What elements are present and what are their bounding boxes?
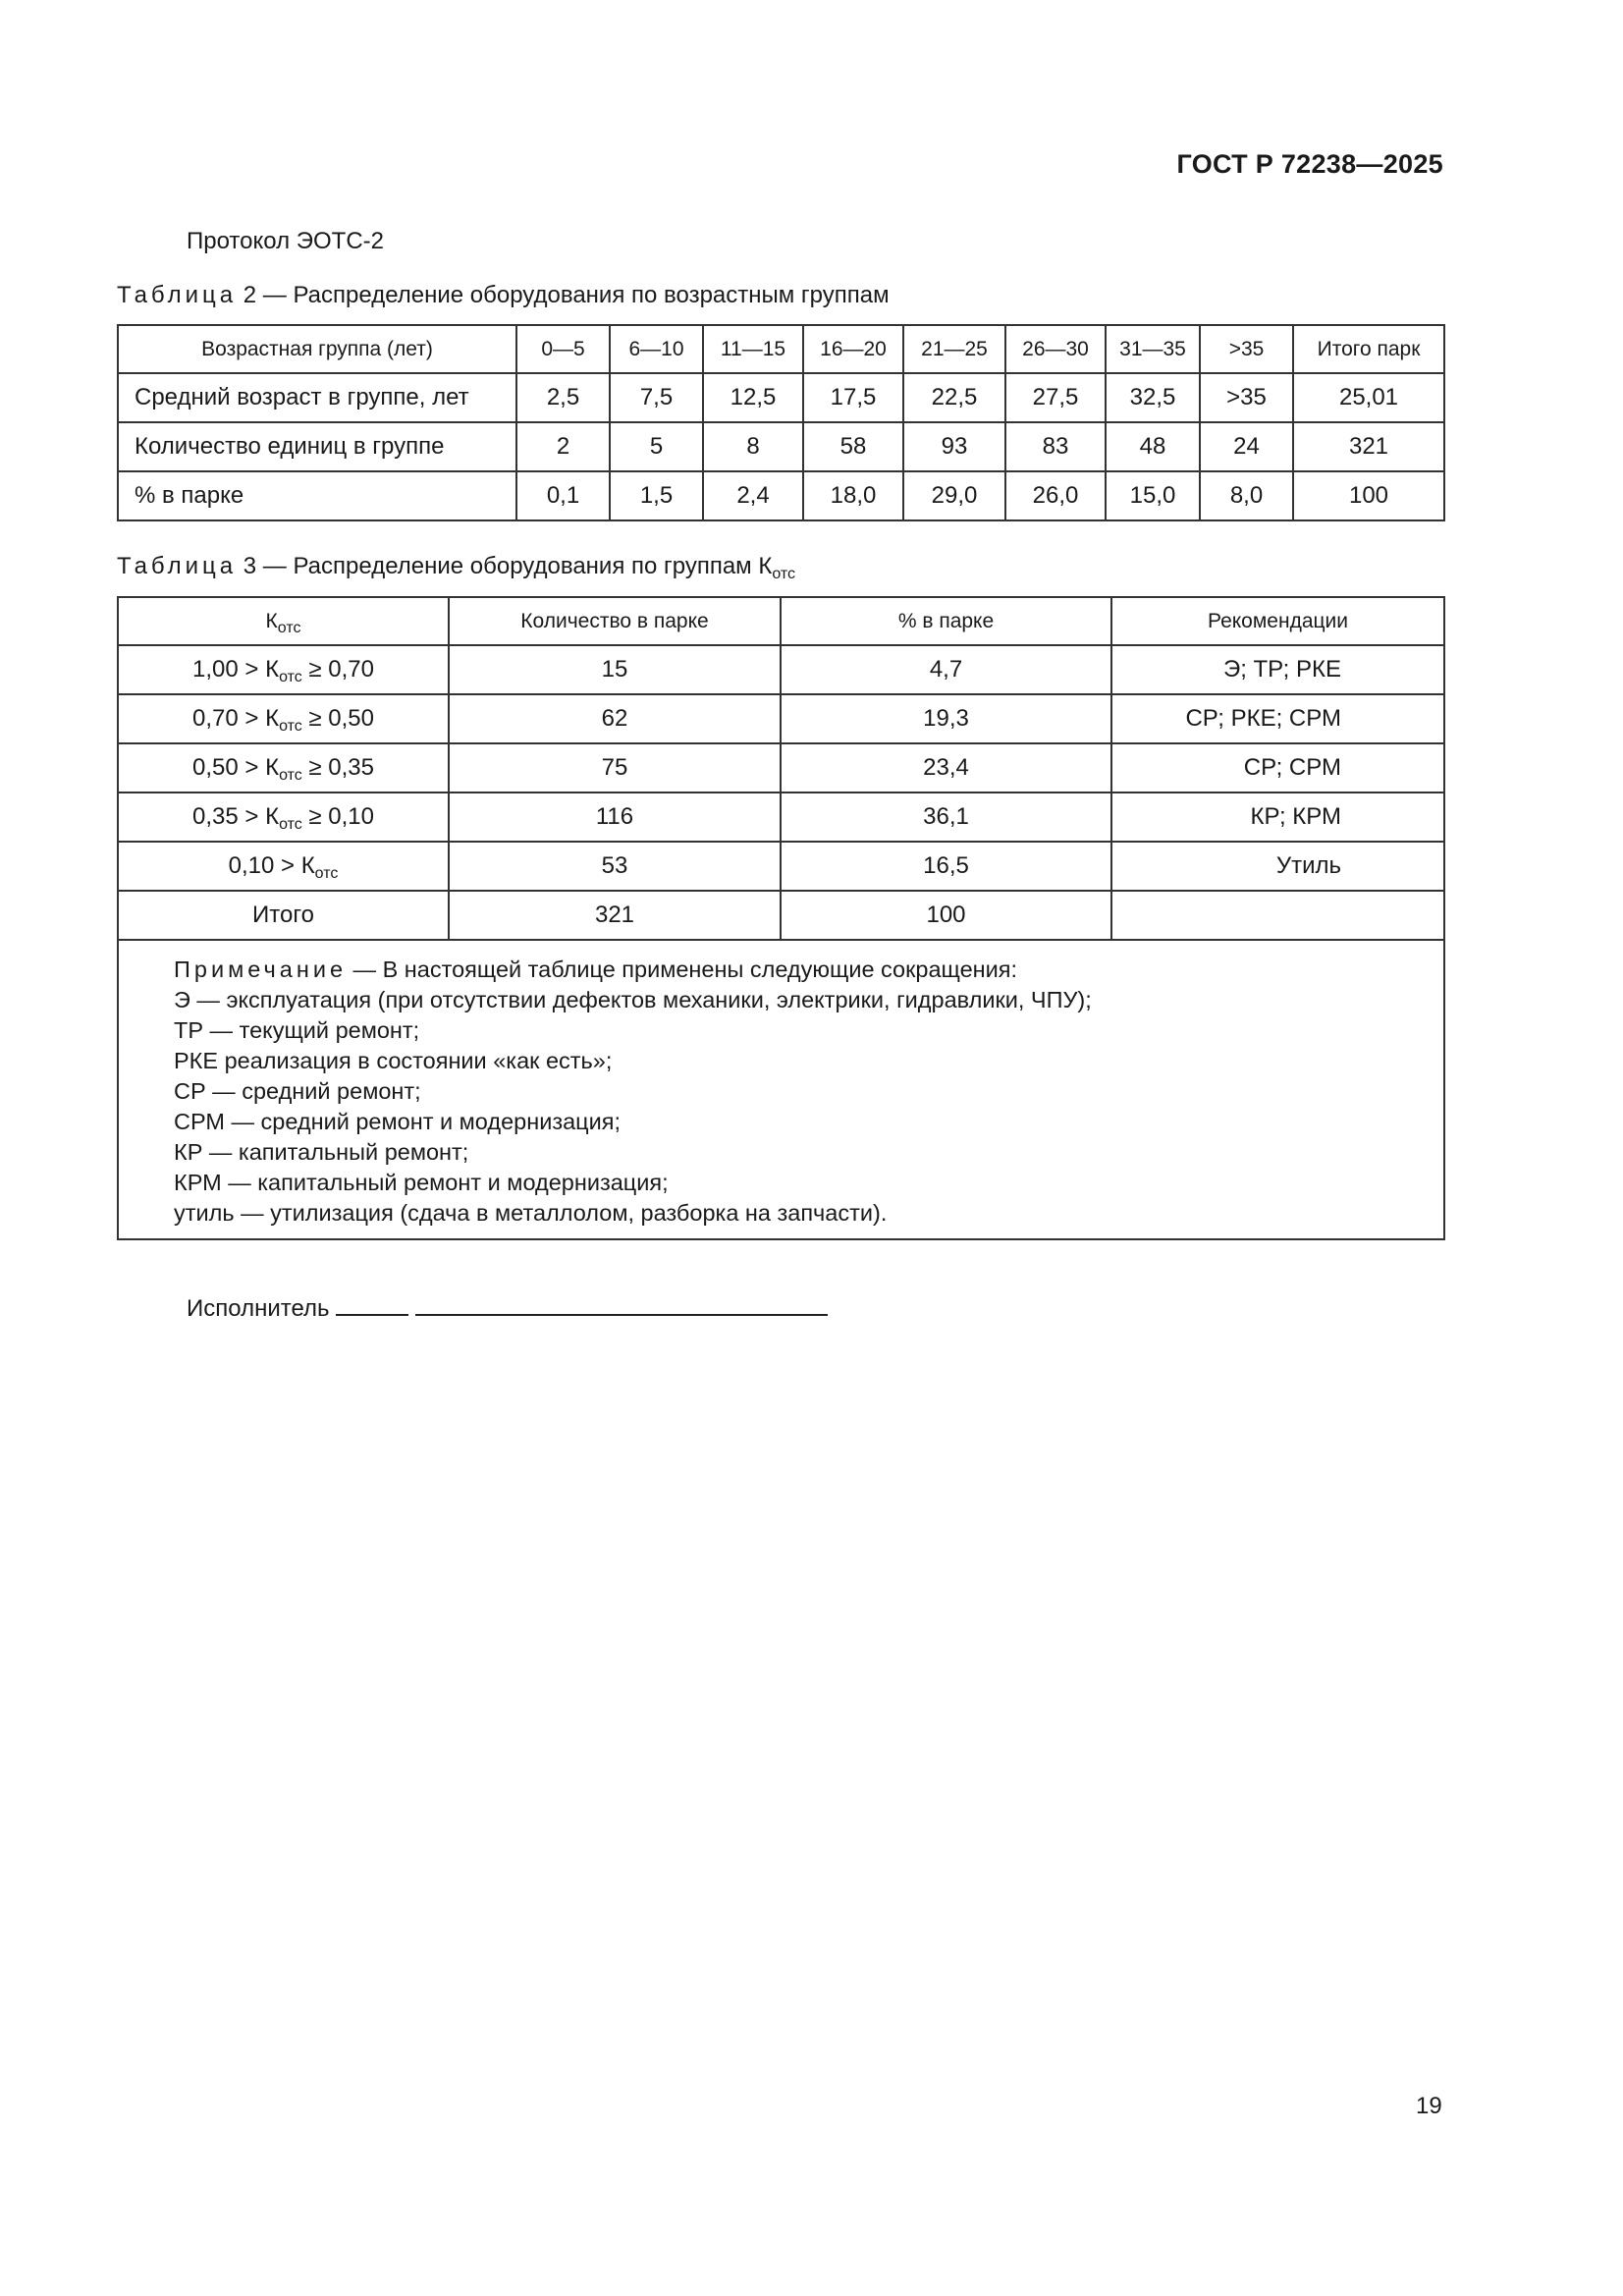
k-subscript: отс	[314, 865, 339, 882]
table2-cell: 48	[1106, 422, 1200, 471]
percent-cell: 16,5	[781, 842, 1111, 891]
table2-header-cell: Итого парк	[1293, 325, 1444, 373]
kots-range-cell	[118, 793, 449, 842]
table2-cell: >35	[1200, 373, 1293, 422]
table2-cell: 1,5	[610, 471, 703, 520]
table3-caption	[117, 553, 795, 580]
table2-cell: 29,0	[903, 471, 1005, 520]
recommendation-cell: КР; КРМ	[1111, 793, 1444, 842]
table2-cell: 58	[803, 422, 903, 471]
recommendation-cell: СР; РКЕ; СРМ	[1111, 694, 1444, 743]
kots-range-left: 0,35 >	[192, 803, 266, 830]
table2-cell: 8,0	[1200, 471, 1293, 520]
note-line: РКЕ реализация в состоянии «как есть»;	[174, 1048, 613, 1073]
kots-range-cell	[118, 842, 449, 891]
count-cell: 15	[449, 645, 781, 694]
table2-cell: 2,4	[703, 471, 803, 520]
table3-header-cell	[118, 597, 449, 645]
k-symbol: К	[300, 852, 315, 879]
table3-caption-text: 3 — Распределение оборудования по группам К	[243, 553, 773, 579]
kots-range-right: ≥ 0,70	[301, 656, 374, 683]
table-row	[118, 422, 1444, 471]
table2-cell: 7,5	[610, 373, 703, 422]
k-symbol: К	[265, 754, 280, 781]
k-subscript: отс	[279, 767, 302, 784]
table2-cell: 12,5	[703, 373, 803, 422]
recommendation-cell: Э; ТР; РКЕ	[1111, 645, 1444, 694]
k-subscript: отс	[279, 816, 302, 833]
k-subscript: отс	[279, 669, 302, 685]
table2-row-label: % в парке	[118, 471, 516, 520]
table2-cell: 2	[516, 422, 610, 471]
percent-cell: 19,3	[781, 694, 1111, 743]
table2-cell: 22,5	[903, 373, 1005, 422]
table2-cell: 24	[1200, 422, 1293, 471]
table-row	[118, 645, 1444, 694]
executor-signature-line	[187, 1292, 828, 1323]
kots-range-left: 0,70 >	[192, 705, 266, 732]
table2-cell: 8	[703, 422, 803, 471]
executor-label: Исполнитель	[187, 1295, 330, 1322]
table2-header-cell: 16—20	[803, 325, 903, 373]
table-note	[118, 940, 1444, 1239]
table3-caption-subscript: отс	[772, 566, 796, 582]
table2-header-cell: 21—25	[903, 325, 1005, 373]
k-subscript: отс	[279, 718, 302, 735]
total-label-cell: Итого	[118, 891, 449, 940]
kots-distribution-table	[117, 596, 1445, 1240]
k-symbol: К	[265, 803, 280, 830]
note-line: ТР — текущий ремонт;	[174, 1017, 420, 1043]
signature-blank	[336, 1292, 408, 1316]
table2-cell: 321	[1293, 422, 1444, 471]
kots-range-cell	[118, 694, 449, 743]
table3-caption-word: Таблица	[117, 553, 238, 579]
table2-header-cell: >35	[1200, 325, 1293, 373]
percent-cell: 23,4	[781, 743, 1111, 793]
name-blank	[415, 1292, 828, 1316]
table3-header-cell: Рекомендации	[1111, 597, 1444, 645]
table2-header-cell: 11—15	[703, 325, 803, 373]
percent-cell: 36,1	[781, 793, 1111, 842]
table2-caption-word: Таблица	[117, 282, 238, 308]
k-subscript: отс	[277, 619, 301, 636]
table2-row-label: Средний возраст в группе, лет	[118, 373, 516, 422]
table2-cell: 0,1	[516, 471, 610, 520]
note-line: СР — средний ремонт;	[174, 1078, 421, 1104]
recommendation-cell: Утиль	[1111, 842, 1444, 891]
kots-range-right: ≥ 0,35	[301, 754, 374, 781]
table2-cell: 15,0	[1106, 471, 1200, 520]
age-distribution-table	[117, 324, 1445, 521]
table2-row-label: Количество единиц в группе	[118, 422, 516, 471]
note-line: Э — эксплуатация (при отсутствии дефектов механики, электрики, гидравлики, ЧПУ);	[174, 987, 1092, 1012]
table-row	[118, 373, 1444, 422]
count-cell: 62	[449, 694, 781, 743]
table2-cell: 93	[903, 422, 1005, 471]
note-line: утиль — утилизация (сдача в металлолом, разборка на запчасти).	[174, 1200, 888, 1226]
kots-range-cell	[118, 743, 449, 793]
table2-cell: 18,0	[803, 471, 903, 520]
note-line: КР — капитальный ремонт;	[174, 1139, 469, 1165]
note-word: Примечание	[174, 957, 348, 982]
table3-header-row	[118, 597, 1444, 645]
table2-cell: 83	[1005, 422, 1106, 471]
table2-cell: 17,5	[803, 373, 903, 422]
note-intro: — В настоящей таблице применены следующие сокращения:	[347, 957, 1018, 982]
kots-range-cell	[118, 645, 449, 694]
table2-caption	[117, 282, 890, 309]
table2-cell: 27,5	[1005, 373, 1106, 422]
table-row	[118, 891, 1444, 940]
protocol-title: Протокол ЭОТС-2	[187, 228, 384, 254]
table2-cell: 25,01	[1293, 373, 1444, 422]
recommendation-cell: СР; СРМ	[1111, 743, 1444, 793]
count-cell: 116	[449, 793, 781, 842]
note-intro-line	[174, 955, 1443, 985]
table-row	[118, 694, 1444, 743]
table2-cell: 5	[610, 422, 703, 471]
recommendation-cell	[1111, 891, 1444, 940]
table-row	[118, 471, 1444, 520]
table2-caption-text: 2 — Распределение оборудования по возрастным группам	[243, 282, 890, 308]
table2-header-cell: 0—5	[516, 325, 610, 373]
note-row	[118, 940, 1444, 1239]
table2-cell: 32,5	[1106, 373, 1200, 422]
k-symbol: К	[265, 609, 278, 632]
note-line: КРМ — капитальный ремонт и модернизация;	[174, 1170, 669, 1195]
kots-range-right: ≥ 0,10	[301, 803, 374, 830]
document-code: ГОСТ Р 72238—2025	[1176, 149, 1443, 179]
table-row	[118, 793, 1444, 842]
table-row	[118, 743, 1444, 793]
table2-cell: 2,5	[516, 373, 610, 422]
table2-header-cell: Возрастная группа (лет)	[118, 325, 516, 373]
k-symbol: К	[265, 705, 280, 732]
kots-range-left: 0,50 >	[192, 754, 266, 781]
kots-range-left: 0,10 >	[228, 852, 301, 879]
table2-header-row	[118, 325, 1444, 373]
table2-cell: 26,0	[1005, 471, 1106, 520]
kots-range-right: ≥ 0,50	[301, 705, 374, 732]
table2-header-cell: 26—30	[1005, 325, 1106, 373]
table2-header-cell: 31—35	[1106, 325, 1200, 373]
note-line: СРМ — средний ремонт и модернизация;	[174, 1109, 622, 1134]
k-symbol: К	[265, 656, 280, 683]
count-cell: 53	[449, 842, 781, 891]
count-cell: 75	[449, 743, 781, 793]
table2-header-cell: 6—10	[610, 325, 703, 373]
table3-header-cell: % в парке	[781, 597, 1111, 645]
percent-cell: 4,7	[781, 645, 1111, 694]
table2-cell: 100	[1293, 471, 1444, 520]
table3-header-cell: Количество в парке	[449, 597, 781, 645]
table-row	[118, 842, 1444, 891]
percent-cell: 100	[781, 891, 1111, 940]
kots-range-left: 1,00 >	[192, 656, 266, 683]
page-number: 19	[1416, 2093, 1442, 2119]
count-cell: 321	[449, 891, 781, 940]
